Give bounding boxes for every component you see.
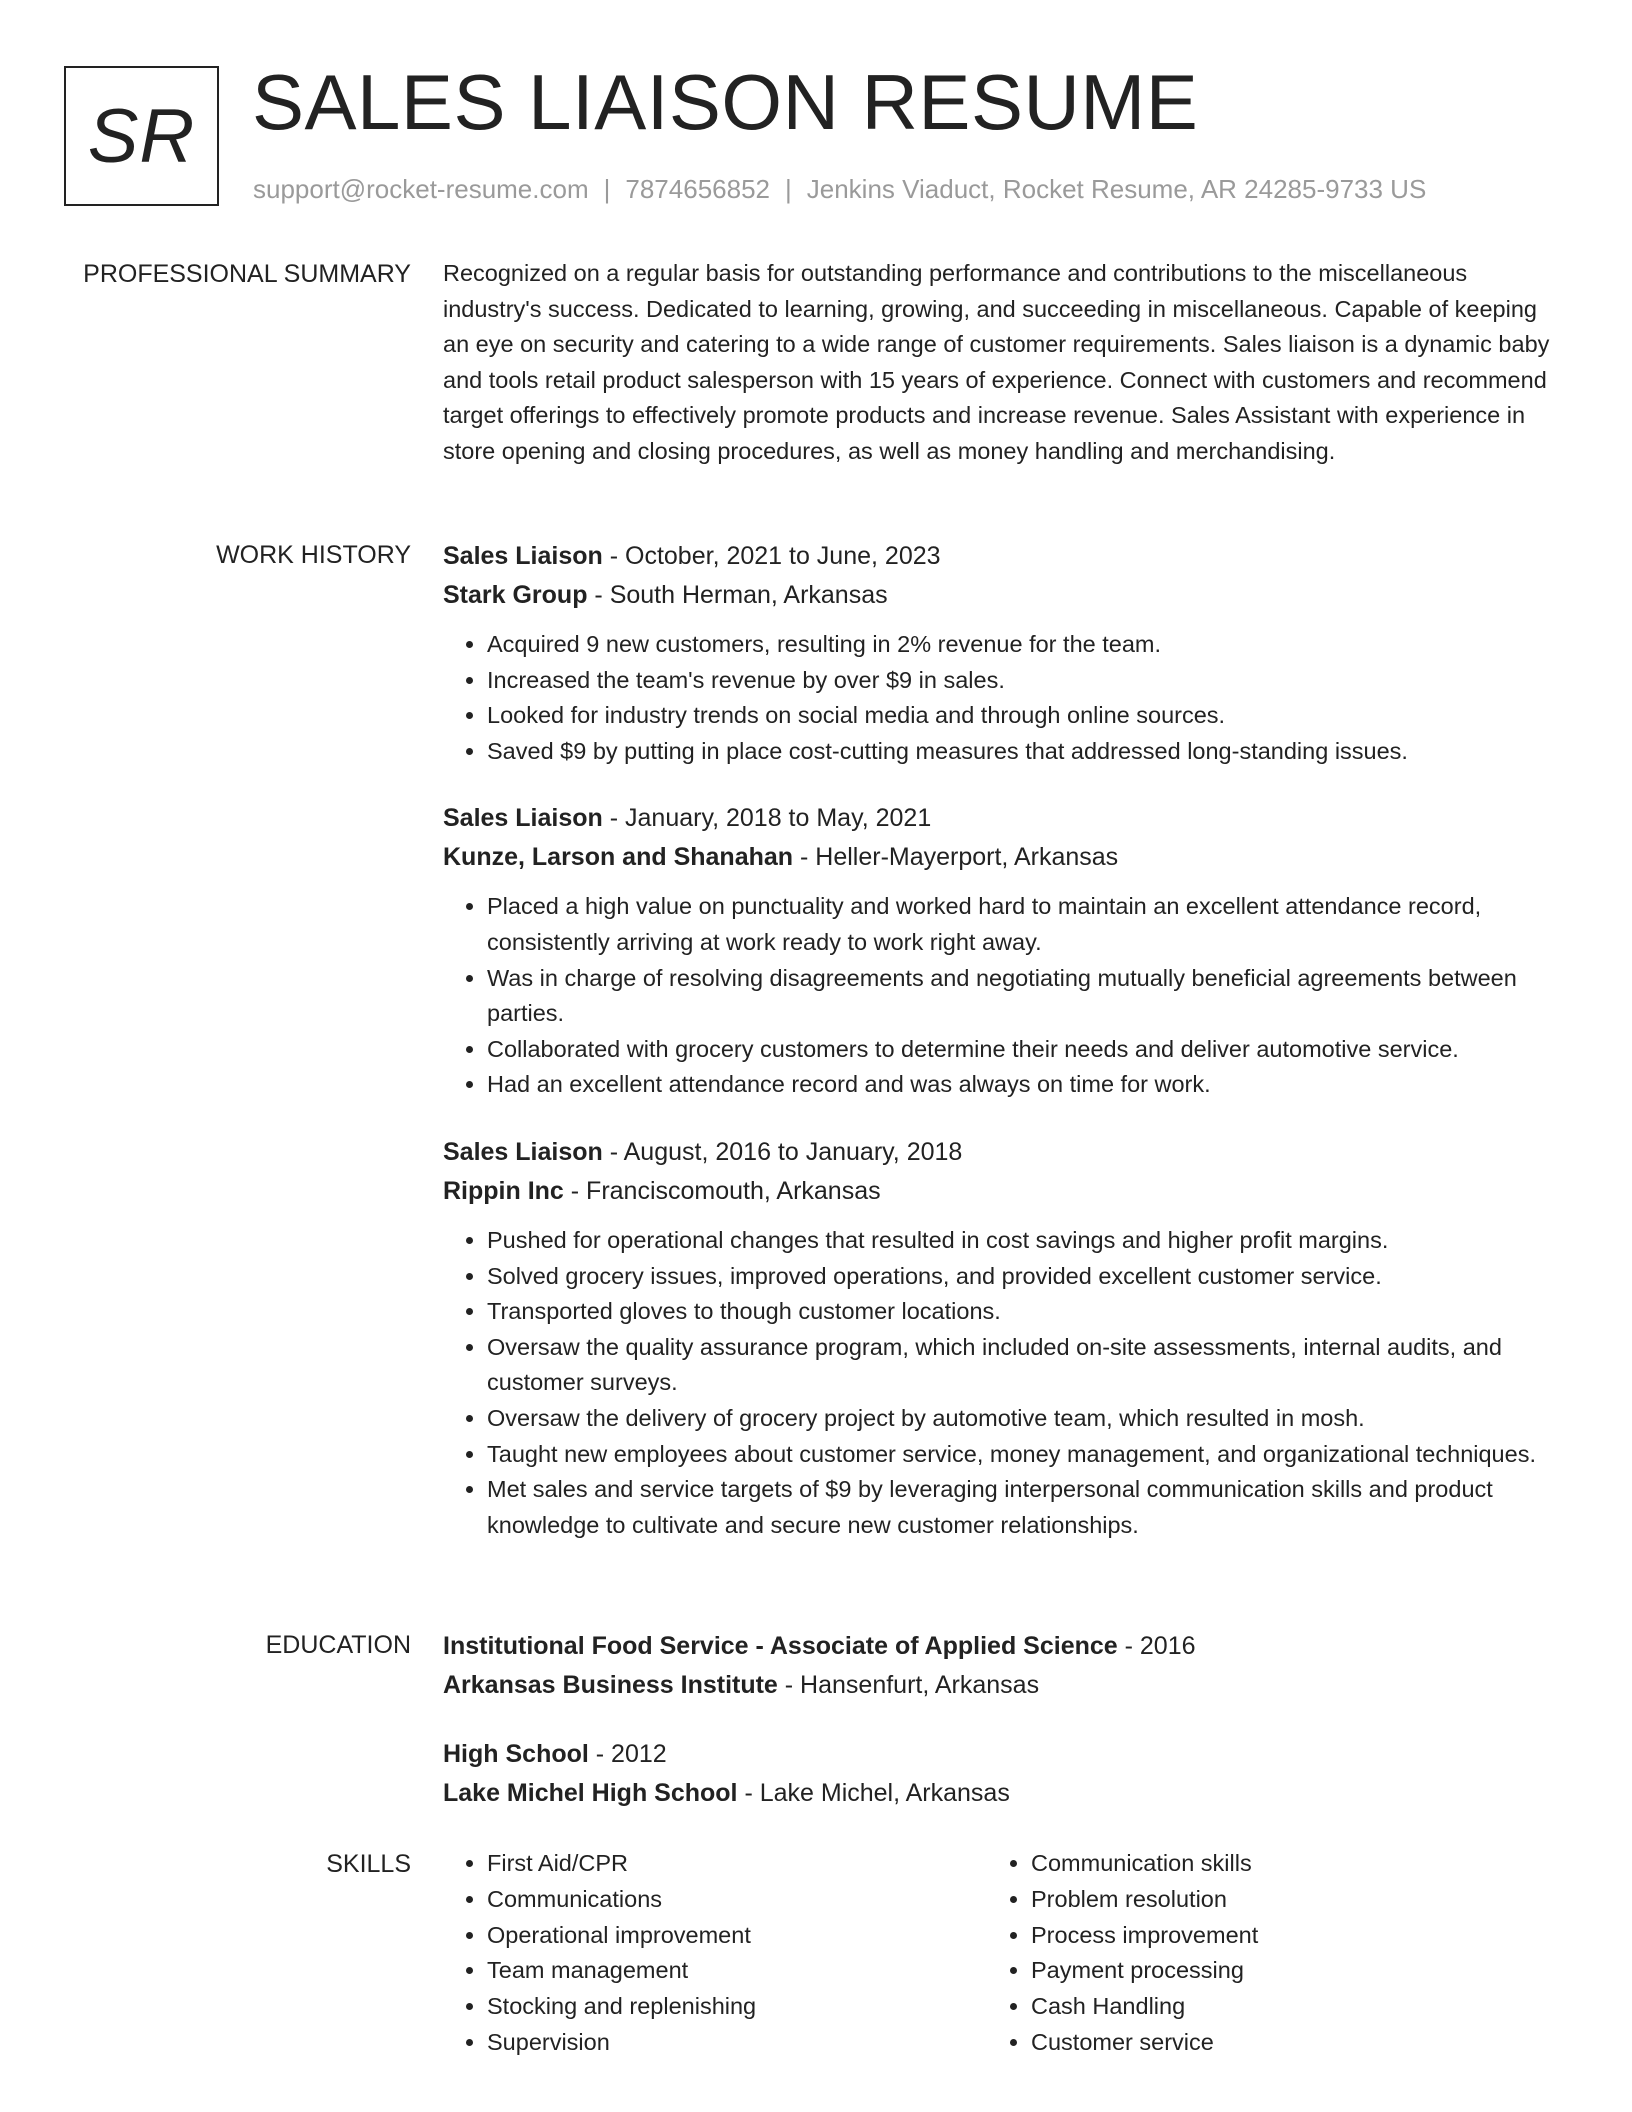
education-entry [443,1735,1558,1813]
job-title: Sales Liaison [443,1137,603,1166]
section-label-work-history: WORK HISTORY [216,541,411,569]
job-title-line [443,1133,1558,1172]
education-body [443,1627,1558,1843]
contact-phone: 7874656852 [625,174,770,204]
education-year: - 2016 [1117,1632,1196,1660]
job-title: Sales Liaison [443,804,603,833]
summary-text: Recognized on a regular basis for outstanding performance and contributions to the miscellaneous industry's success. Dedicated to learning, growing, and succeeding in miscellaneous. Capable of keeping an eye on security and catering to a wide range of customer requirements. Sales liaison is a dynamic baby and tools retail product salesperson with 15 years of experience. Connect with customers and recommend target offerings to effectively promote products and increase revenue. Sales Assistant with experience in store opening and closing procedures, as well as money handling and merchandising. [443,260,1550,464]
job-bullet: • Was in charge of resolving disagreements and negotiating mutually beneficial agreements between parties. [487,961,1558,1032]
skill-item: • Team management [487,1953,987,1989]
skill-item: • Communication skills [1031,1846,1531,1882]
job-bullet: • Increased the team's revenue by over $9 in sales. [487,663,1558,699]
job-company-line [443,1172,1558,1211]
job-entry [443,1133,1558,1543]
job-location: - Franciscomouth, Arkansas [563,1176,881,1205]
contact-separator: | [785,174,792,204]
skills-columns [443,1846,1558,2061]
job-bullets [443,627,1558,769]
education-school-line [443,1666,1558,1705]
job-company: Kunze, Larson and Shanahan [443,843,794,872]
skill-item: • Process improvement [1031,1918,1531,1954]
job-location: - South Herman, Arkansas [587,581,888,609]
job-bullet: • Met sales and service targets of $9 by leveraging interpersonal communication skills and product knowledge to cultivate and secure new customer relationships. [487,1472,1558,1543]
skill-item: • Cash Handling [1031,1989,1531,2025]
job-bullet: • Placed a high value on punctuality and worked hard to maintain an excellent attendance record, consistently arriving at work ready to work right away. [487,889,1558,960]
monogram-logo: SR [64,66,219,206]
education-degree: Institutional Food Service - Associate of Applied Science [443,1632,1118,1660]
job-bullet: • Taught new employees about customer service, money management, and organizational techniques. [487,1437,1558,1473]
education-school-line [443,1774,1558,1813]
skill-item: • Communications [487,1882,987,1918]
job-bullet: • Collaborated with grocery customers to determine their needs and deliver automotive service. [487,1032,1558,1068]
job-bullet: • Acquired 9 new customers, resulting in 2% revenue for the team. [487,627,1558,663]
contact-email: support@rocket-resume.com [253,174,589,204]
education-location: - Hansenfurt, Arkansas [777,1671,1040,1699]
job-bullets [443,889,1558,1103]
job-bullets [443,1223,1558,1543]
education-degree-line [443,1627,1558,1666]
resume-title: SALES LIAISON RESUME [252,58,1199,146]
contact-address: Jenkins Viaduct, Rocket Resume, AR 24285-9733 US [806,174,1427,204]
job-bullet: • Had an excellent attendance record and was always on time for work. [487,1067,1558,1103]
job-bullet: • Oversaw the quality assurance program, which included on-site assessments, internal audits, and customer surveys. [487,1330,1558,1401]
job-dates: - January, 2018 to May, 2021 [602,804,932,833]
job-company: Rippin Inc [443,1176,564,1205]
job-entry [443,799,1558,1103]
education-degree: High School [443,1740,589,1768]
job-dates: - August, 2016 to January, 2018 [602,1137,963,1166]
job-title: Sales Liaison [443,542,603,570]
skills-list-left [443,1846,987,2061]
skill-item: • Problem resolution [1031,1882,1531,1918]
skill-item: • Stocking and replenishing [487,1989,987,2025]
skill-item: • Customer service [1031,2025,1531,2061]
job-bullet: • Saved $9 by putting in place cost-cutting measures that addressed long-standing issues. [487,734,1558,770]
section-label-skills: SKILLS [326,1850,411,1878]
section-label-summary: PROFESSIONAL SUMMARY [83,260,411,288]
contact-line [253,172,1426,206]
skills-list-right [987,1846,1531,2061]
skill-item: • Supervision [487,2025,987,2061]
job-location: - Heller-Mayerport, Arkansas [793,843,1119,872]
education-location: - Lake Michel, Arkansas [737,1779,1010,1807]
job-bullet: • Looked for industry trends on social media and through online sources. [487,698,1558,734]
job-title-line [443,799,1558,838]
job-bullet: • Solved grocery issues, improved operations, and provided excellent customer service. [487,1259,1558,1295]
job-company: Stark Group [443,581,588,609]
job-entry [443,537,1558,769]
education-school: Arkansas Business Institute [443,1671,778,1699]
job-bullet: • Oversaw the delivery of grocery project by automotive team, which resulted in mosh. [487,1401,1558,1437]
skills-body [443,1846,1558,2061]
job-title-line [443,537,1558,576]
section-label-education: EDUCATION [265,1631,411,1659]
job-company-line [443,576,1558,615]
job-bullet: • Pushed for operational changes that resulted in cost savings and higher profit margins. [487,1223,1558,1259]
job-bullet: • Transported gloves to though customer locations. [487,1294,1558,1330]
work-history-body [443,537,1558,1573]
skill-item: • First Aid/CPR [487,1846,987,1882]
skill-item: • Operational improvement [487,1918,987,1954]
education-degree-line [443,1735,1558,1774]
skill-item: • Payment processing [1031,1953,1531,1989]
education-year: - 2012 [588,1740,667,1768]
education-entry [443,1627,1558,1705]
job-company-line [443,838,1558,877]
education-school: Lake Michel High School [443,1779,738,1807]
contact-separator: | [603,174,611,204]
job-dates: - October, 2021 to June, 2023 [602,542,941,570]
